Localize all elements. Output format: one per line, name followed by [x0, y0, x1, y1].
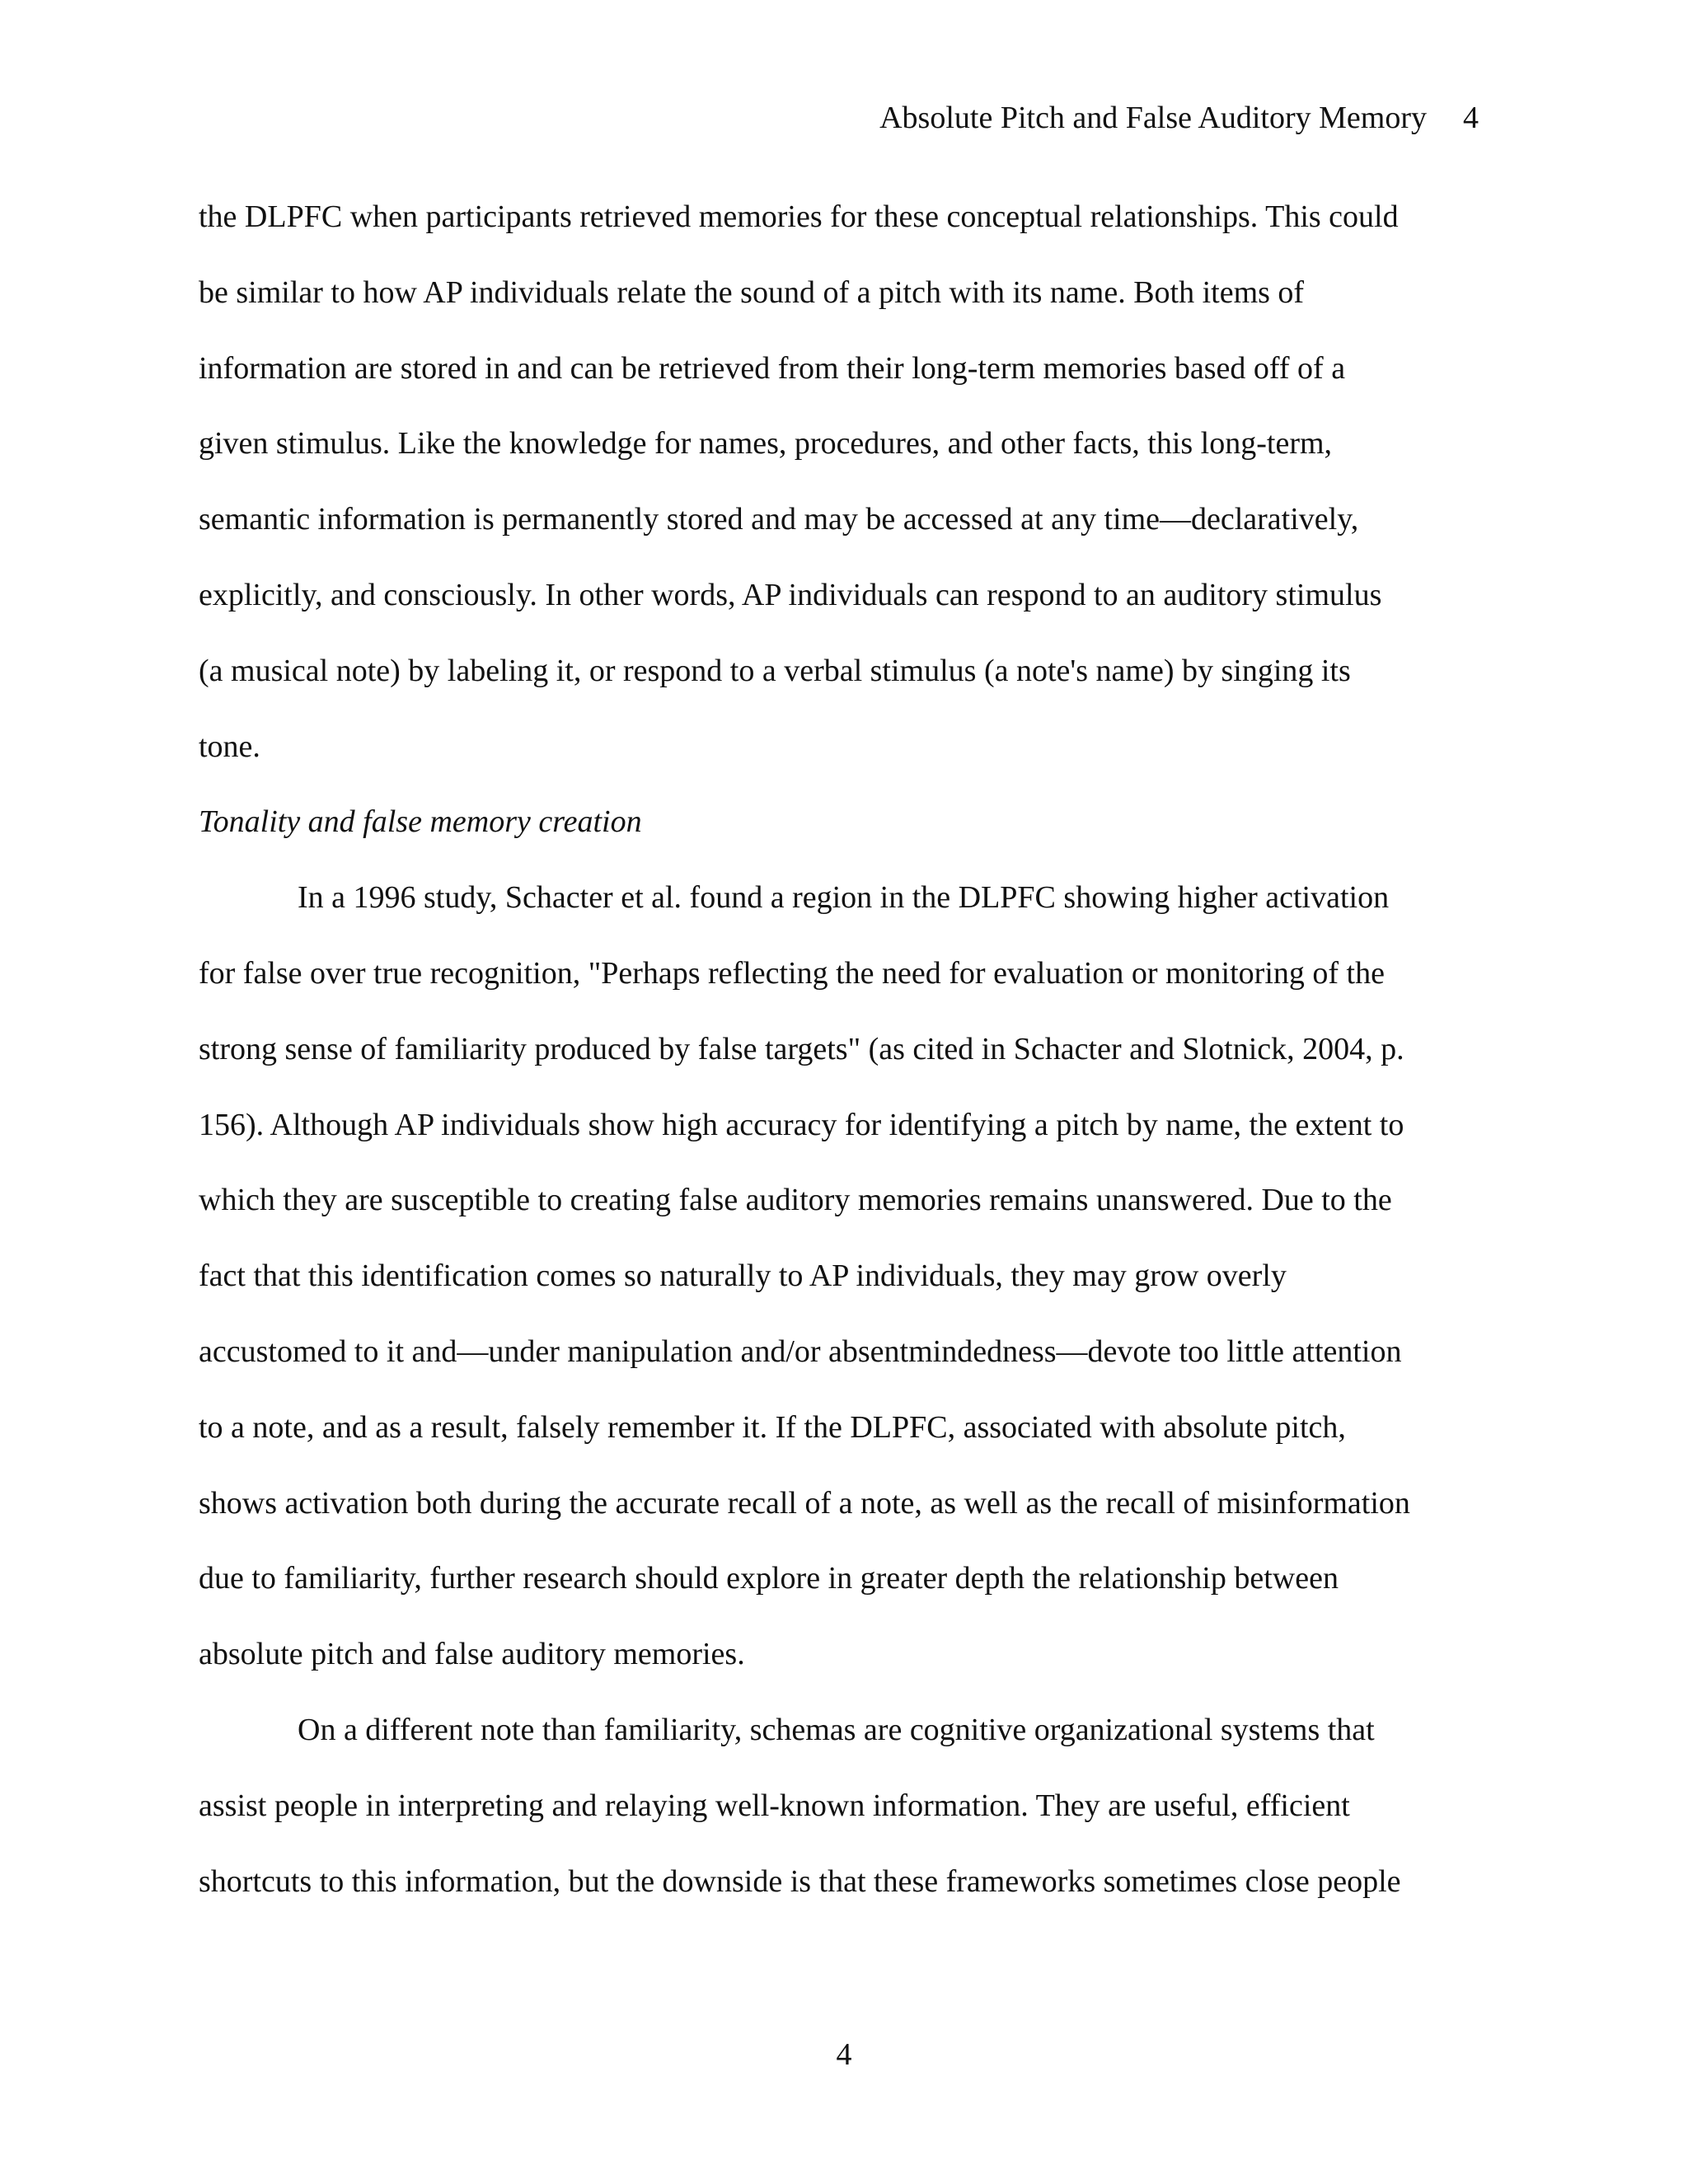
running-title: Absolute Pitch and False Auditory Memory: [879, 101, 1427, 135]
text-line: strong sense of familiarity produced by false targets" (as cited in Schacter and Slotnick, 2004, p.: [199, 1031, 1404, 1066]
text-line: (a musical note) by labeling it, or respond to a verbal stimulus (a note's name) by singing its: [199, 653, 1351, 688]
text-line: In a 1996 study, Schacter et al. found a region in the DLPFC showing higher activation: [298, 880, 1390, 916]
text-line: for false over true recognition, "Perhaps reflecting the need for evaluation or monitoring of the: [199, 955, 1385, 991]
text-line: fact that this identification comes so naturally to AP individuals, they may grow overly: [199, 1258, 1287, 1294]
text-line: accustomed to it and—under manipulation and/or absentmindedness—devote too little attention: [199, 1333, 1402, 1369]
text-line: semantic information is permanently stored and may be accessed at any time—declaratively,: [199, 502, 1359, 537]
text-line: absolute pitch and false auditory memories.: [199, 1637, 745, 1672]
footer-page-number: 4: [836, 2037, 852, 2072]
text-line: be similar to how AP individuals relate the sound of a pitch with its name. Both items of: [199, 274, 1305, 310]
text-line: tone.: [199, 729, 260, 764]
running-head: [879, 97, 1479, 138]
text-line: information are stored in and can be retrieved from their long-term memories based off of a: [199, 350, 1346, 386]
text-line: to a note, and as a result, falsely remember it. If the DLPFC, associated with absolute pitch,: [199, 1409, 1346, 1445]
text-line: which they are susceptible to creating false auditory memories remains unanswered. Due to the: [199, 1183, 1392, 1218]
text-line: given stimulus. Like the knowledge for names, procedures, and other facts, this long-term,: [199, 426, 1333, 462]
text-line: shows activation both during the accurate recall of a note, as well as the recall of misinformation: [199, 1485, 1410, 1521]
text-line: shortcuts to this information, but the downside is that these frameworks sometimes close people: [199, 1863, 1401, 1899]
text-line: due to familiarity, further research should explore in greater depth the relationship between: [199, 1561, 1339, 1596]
section-heading: Tonality and false memory creation: [199, 804, 642, 840]
text-line: assist people in interpreting and relaying well-known information. They are useful, efficient: [199, 1788, 1350, 1823]
text-line: 156). Although AP individuals show high accuracy for identifying a pitch by name, the extent to: [199, 1107, 1404, 1142]
body-text: [199, 196, 1489, 1936]
text-line: On a different note than familiarity, schemas are cognitive organizational systems that: [298, 1712, 1375, 1747]
text-line: explicitly, and consciously. In other words, AP individuals can respond to an auditory stimulus: [199, 577, 1382, 612]
header-page-number: 4: [1463, 101, 1479, 135]
text-line: the DLPFC when participants retrieved memories for these conceptual relationships. This could: [199, 199, 1399, 234]
